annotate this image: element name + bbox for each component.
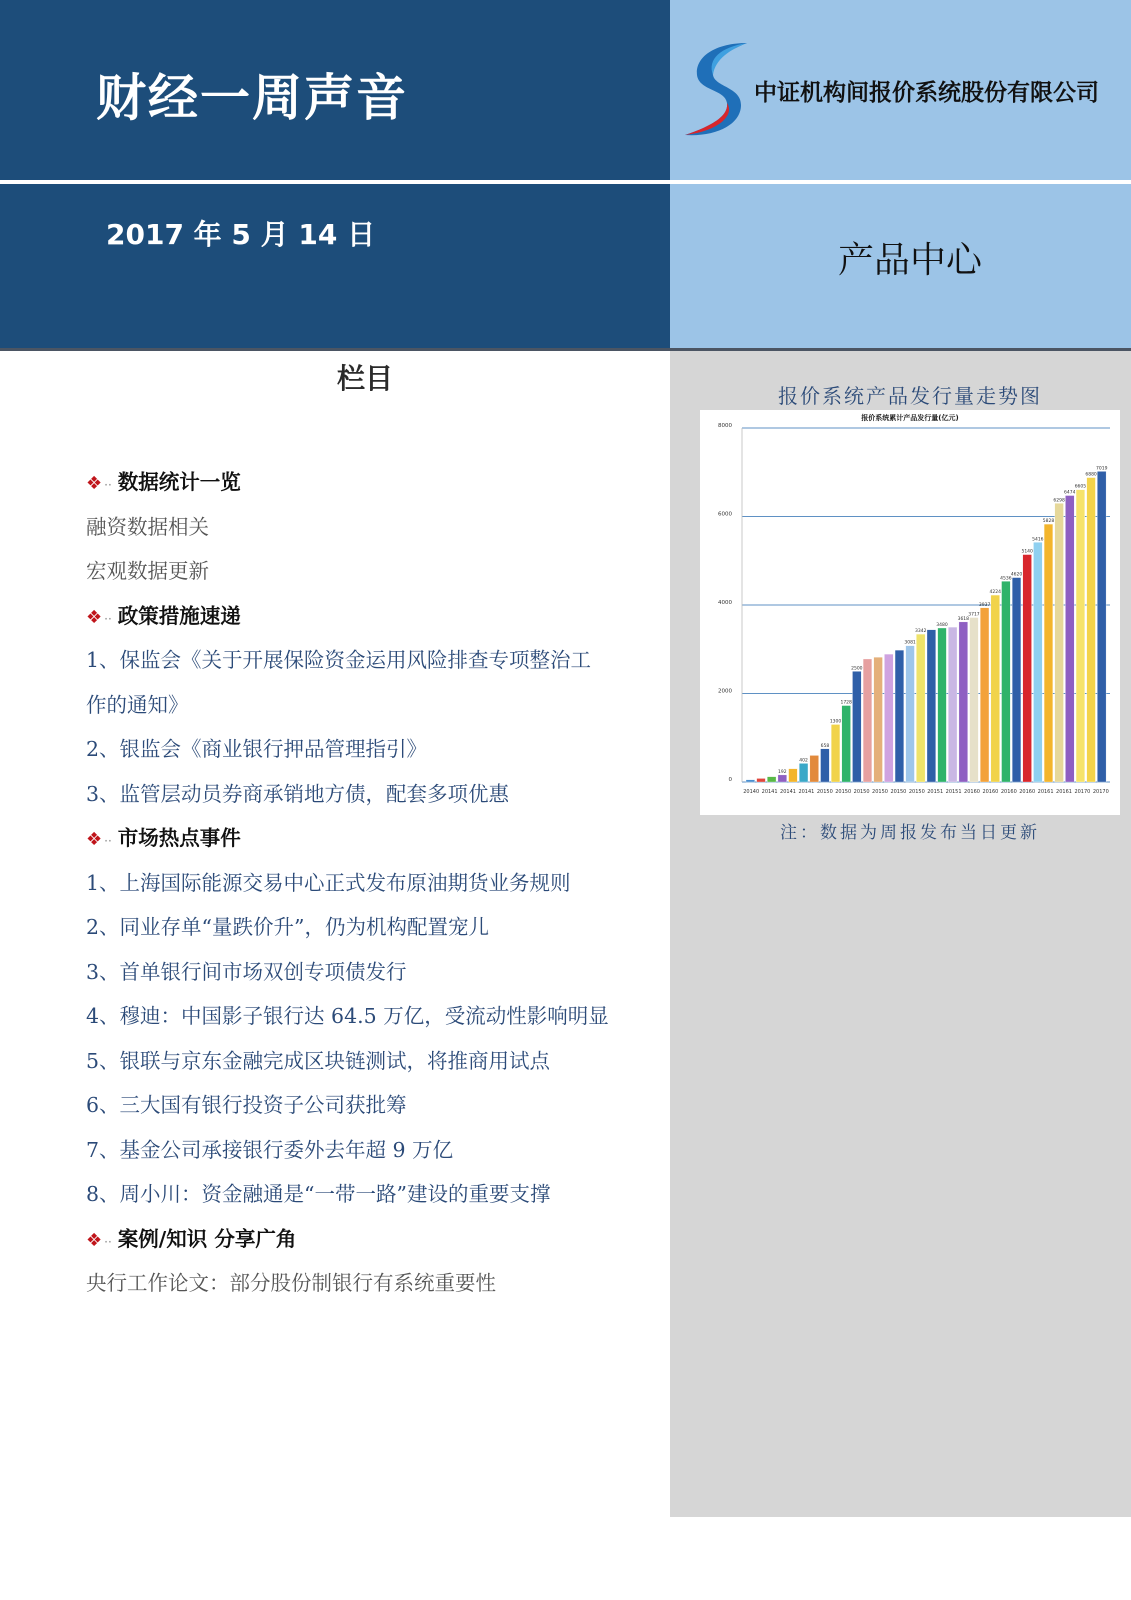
diamond-bullet-icon: ❖ — [86, 829, 103, 850]
bar — [831, 724, 840, 782]
diamond-bullet-icon: ❖ — [86, 606, 103, 628]
bar — [757, 778, 766, 782]
x-tick-label: 20160 — [1000, 789, 1017, 795]
bar — [1012, 578, 1021, 782]
x-tick-label: 20141 — [780, 789, 796, 795]
x-tick-label: 20150 — [908, 789, 925, 795]
bar — [991, 595, 1000, 782]
toc-item-label: 8、周小川：资金融通是“一带一路”建设的重要支撑 — [86, 1182, 551, 1206]
toc-item-label: 市场热点事件 — [117, 826, 241, 850]
bar — [980, 608, 989, 782]
data-label: 3717 — [968, 612, 980, 618]
toc-item-label: 案例/知识 分享广角 — [117, 1226, 297, 1251]
report-title: 财经一周声音 — [96, 69, 408, 127]
data-label: 5140 — [1021, 549, 1033, 555]
x-tick-label: 20160 — [1019, 789, 1036, 795]
company-logo-icon — [675, 35, 765, 145]
bar — [959, 622, 968, 782]
bar — [895, 650, 904, 782]
bar — [948, 627, 957, 782]
diamond-bullet-icon: ❖ — [86, 473, 103, 494]
toc-item — [86, 1172, 666, 1217]
x-tick-label: 20140 — [743, 789, 760, 795]
toc-item-label: 数据统计一览 — [117, 470, 241, 494]
data-label: 3937 — [978, 602, 991, 608]
x-tick-label: 20150 — [835, 789, 852, 795]
toc-item-label: 融资数据相关 — [86, 514, 209, 539]
bar — [778, 775, 787, 782]
bar — [842, 706, 851, 782]
bar — [1055, 503, 1064, 782]
bar — [789, 769, 798, 782]
data-label: 6880 — [1085, 472, 1097, 478]
bar — [1044, 524, 1053, 782]
x-tick-label: 20160 — [964, 789, 980, 795]
x-tick-label: 20170 — [1074, 789, 1091, 795]
x-tick-label: 20151 — [945, 789, 962, 795]
bullet-leader-icon: ·· — [104, 1234, 112, 1249]
x-tick-label: 20160 — [982, 789, 999, 795]
toc-item-label: 1、保监会《关于开展保险资金运用风险排查专项整治工 — [86, 648, 592, 672]
x-tick-label: 20150 — [890, 789, 907, 795]
toc-item — [86, 950, 666, 995]
bar — [1065, 496, 1074, 782]
toc-item-label: 3、监管层动员券商承销地方债，配套多项优惠 — [86, 781, 510, 806]
bar — [746, 780, 755, 782]
bar — [799, 763, 808, 782]
toc-item — [86, 1039, 666, 1084]
data-label: 658 — [820, 743, 830, 749]
chart-title: 报价系统累计产品发行量(亿元) — [861, 414, 959, 422]
bar — [852, 671, 861, 782]
data-label: 2500 — [851, 666, 863, 672]
toc-item-label: 5、银联与京东金融完成区块链测试，将推商用试点 — [86, 1048, 551, 1073]
bar — [916, 634, 925, 782]
bar — [810, 755, 819, 782]
x-tick-label: 20150 — [853, 789, 870, 795]
bar — [874, 657, 883, 782]
report-date: 2017 年 5 月 14 日 — [106, 218, 376, 251]
toc-item — [86, 1261, 666, 1306]
bar — [1097, 471, 1106, 782]
toc-item — [86, 905, 666, 950]
data-label: 192 — [778, 769, 787, 775]
toc-list — [86, 460, 666, 1306]
y-tick-label: 0 — [728, 777, 732, 783]
data-label: 402 — [799, 758, 808, 764]
bar — [906, 646, 915, 782]
toc-item-label: 政策措施速递 — [117, 603, 241, 628]
bullet-leader-icon: ·· — [104, 478, 112, 492]
bar — [938, 628, 947, 782]
data-label: 3618 — [957, 616, 970, 622]
toc-item — [86, 1128, 666, 1173]
toc-section-heading — [86, 460, 666, 505]
data-label: 6474 — [1064, 490, 1076, 496]
bar — [863, 659, 872, 782]
bar — [884, 654, 893, 782]
x-tick-label: 20150 — [872, 789, 888, 795]
company-name: 中证机构间报价系统股份有限公司 — [754, 80, 1099, 106]
x-tick-label: 20161 — [1056, 789, 1072, 795]
data-label: 4620 — [1010, 572, 1023, 578]
bar — [927, 630, 936, 782]
data-label: 1300 — [829, 719, 842, 725]
toc-item-label: 6、三大国有银行投资子公司获批筹 — [86, 1093, 407, 1117]
diamond-bullet-icon: ❖ — [86, 1229, 103, 1251]
data-label: 3480 — [936, 623, 948, 629]
toc-item — [86, 505, 666, 550]
toc-item-label: 1、上海国际能源交易中心正式发布原油期货业务规则 — [86, 870, 571, 895]
toc-item-label: 4、穆迪：中国影子银行达 64.5 万亿，受流动性影响明显 — [86, 1004, 609, 1028]
bar — [767, 777, 776, 782]
y-tick-label: 8000 — [718, 423, 732, 429]
toc-section-heading — [86, 816, 666, 861]
toc-item-label: 央行工作论文：部分股份制银行有系统重要性 — [86, 1271, 496, 1295]
toc-heading: 栏目 — [336, 362, 393, 395]
data-label: 3342 — [914, 629, 927, 635]
bar — [1087, 478, 1096, 782]
toc-item — [86, 772, 666, 817]
chart-note: 注：数据为周报发布当日更新 — [780, 823, 1040, 843]
toc-item-label: 3、首单银行间市场双创专项债发行 — [86, 959, 407, 984]
issuance-chart — [700, 410, 1120, 815]
bullet-leader-icon: ·· — [104, 611, 112, 626]
x-tick-label: 20151 — [927, 789, 944, 795]
data-label: 6605 — [1074, 484, 1087, 490]
issuance-chart-svg — [700, 410, 1120, 815]
data-label: 5416 — [1032, 537, 1044, 543]
bar — [1002, 581, 1011, 782]
toc-item-label: 宏观数据更新 — [86, 559, 209, 583]
data-label: 4536 — [1000, 576, 1012, 582]
toc-item — [86, 638, 666, 683]
x-tick-label: 20141 — [798, 789, 815, 795]
data-label: 7019 — [1095, 466, 1108, 472]
toc-item — [86, 683, 666, 728]
data-label: 1728 — [840, 700, 852, 706]
bar — [1023, 555, 1032, 782]
bullet-leader-icon: ·· — [104, 834, 112, 848]
x-tick-label: 20141 — [761, 789, 778, 795]
toc-section-heading — [86, 1217, 666, 1262]
bar — [1033, 542, 1042, 782]
toc-item — [86, 861, 666, 906]
y-tick-label: 4000 — [718, 600, 732, 606]
toc-item — [86, 727, 666, 772]
toc-item-label: 2、银监会《商业银行押品管理指引》 — [86, 737, 428, 761]
data-label: 4224 — [989, 590, 1001, 596]
toc-item — [86, 994, 666, 1039]
chart-heading: 报价系统产品发行量走势图 — [778, 384, 1042, 408]
data-label: 6298 — [1053, 498, 1065, 504]
y-tick-label: 6000 — [718, 511, 732, 518]
bar — [821, 749, 830, 782]
y-tick-label: 2000 — [718, 688, 732, 695]
toc-item-label: 7、基金公司承接银行委外去年超 9 万亿 — [86, 1137, 454, 1162]
x-tick-label: 20150 — [816, 789, 833, 795]
x-tick-label: 20161 — [1037, 789, 1054, 795]
toc-item-label: 作的通知》 — [86, 692, 189, 717]
header-divider — [0, 180, 1131, 184]
data-label: 5828 — [1042, 519, 1055, 525]
bar — [1076, 490, 1085, 782]
toc-item-label: 2、同业存单“量跌价升”，仍为机构配置宠儿 — [86, 915, 490, 939]
toc-item — [86, 1083, 666, 1128]
toc-item — [86, 549, 666, 594]
bar — [970, 618, 979, 782]
x-tick-label: 20170 — [1092, 789, 1109, 795]
date-banner — [0, 184, 670, 348]
toc-section-heading — [86, 594, 666, 639]
department-name: 产品中心 — [838, 240, 983, 281]
data-label: 3081 — [904, 640, 916, 646]
